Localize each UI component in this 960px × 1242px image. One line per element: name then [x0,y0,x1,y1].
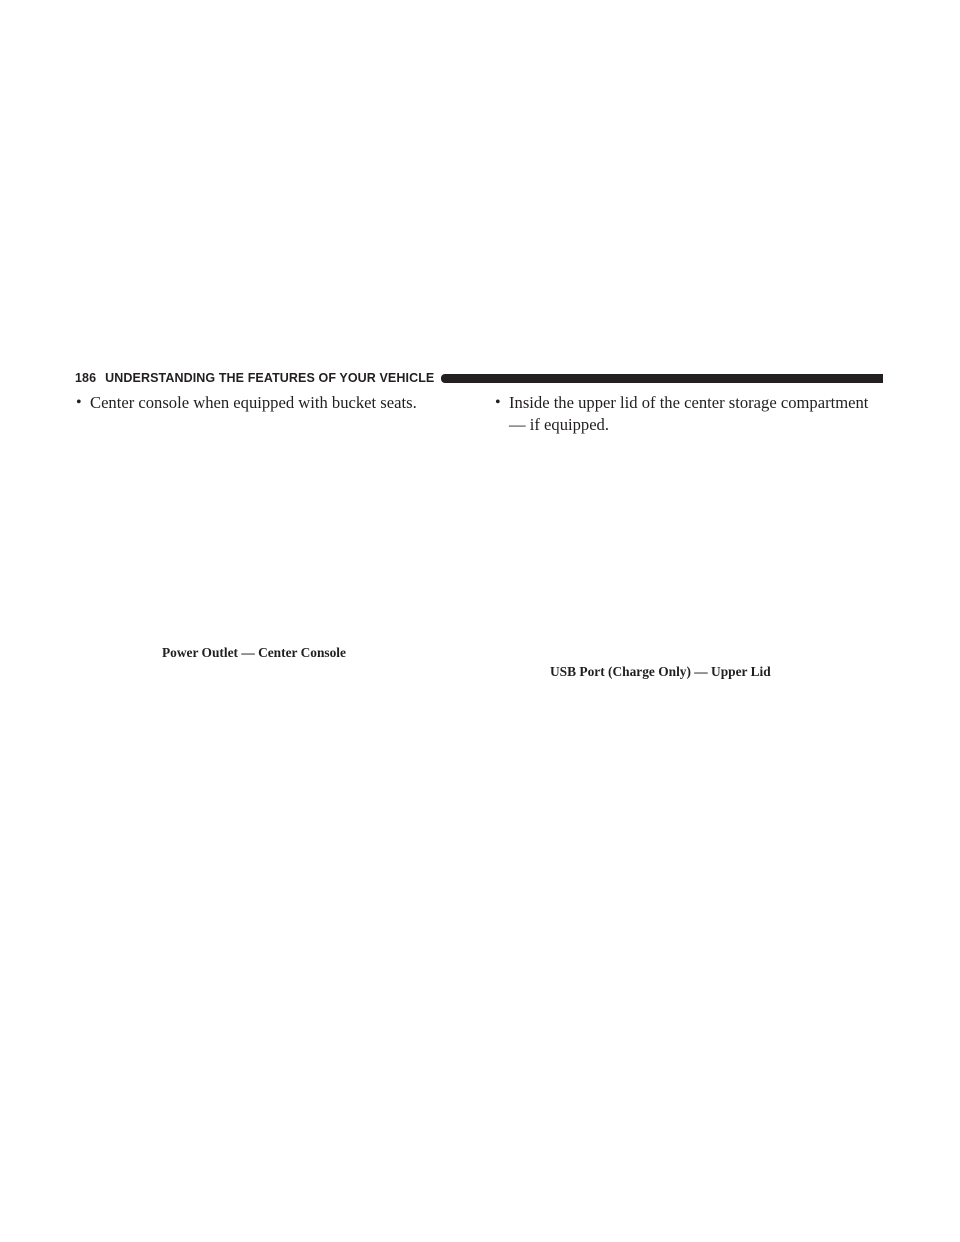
section-title: UNDERSTANDING THE FEATURES OF YOUR VEHICLE [105,371,435,385]
figure-power-outlet [76,425,456,637]
bullet-icon: • [76,394,82,411]
bullet-item-upper-lid [495,392,887,436]
bullet-icon: • [495,394,501,411]
figure-caption-usb-port: USB Port (Charge Only) — Upper Lid [550,664,771,679]
bullet-item-center-console [76,392,456,414]
figure-caption-power-outlet: Power Outlet — Center Console [162,645,346,660]
figure-usb-port [495,440,883,655]
header-rule [441,374,883,383]
bullet-text: Inside the upper lid of the center storage compartment — if equipped. [509,393,869,434]
page-header [75,369,883,387]
page-number: 186 [75,371,97,385]
bullet-text: Center console when equipped with bucket seats. [90,393,417,412]
